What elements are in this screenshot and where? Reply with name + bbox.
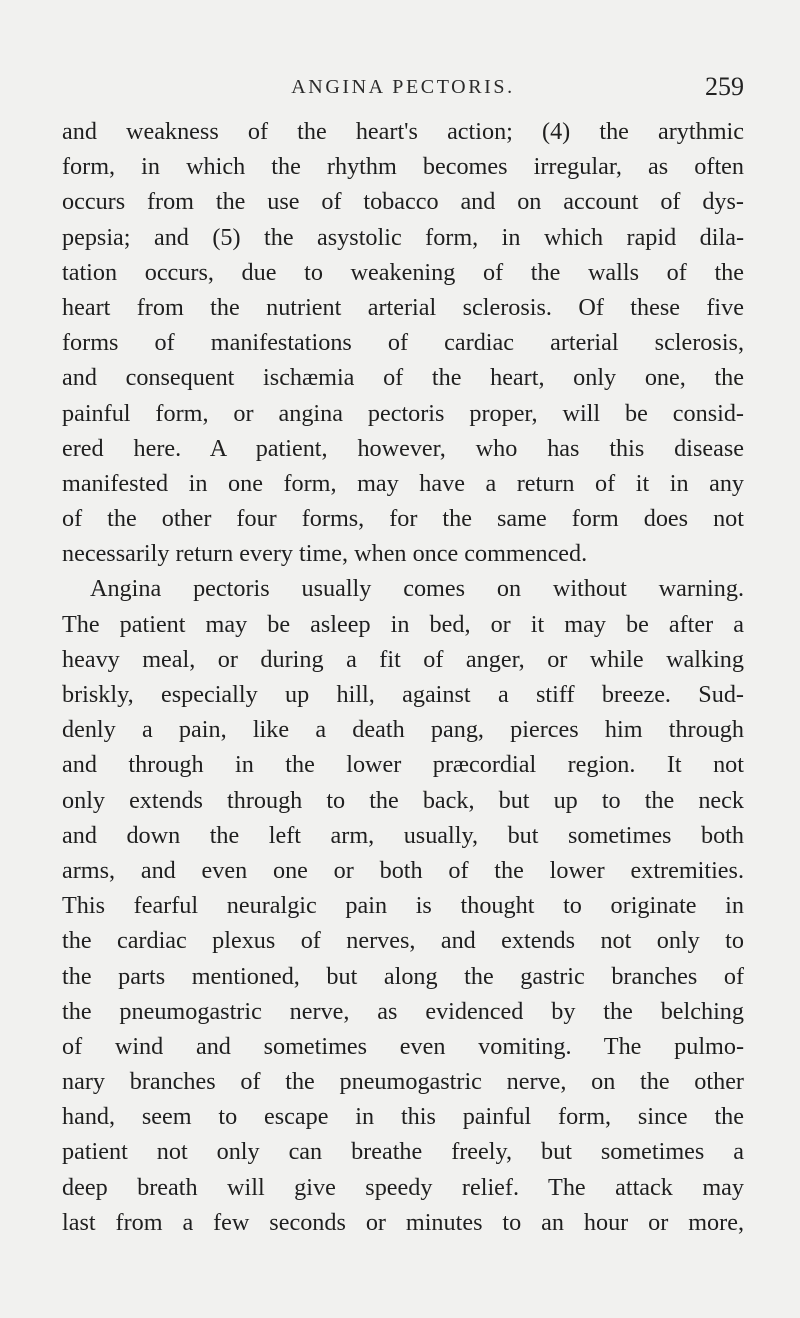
text-line: ered here. A patient, however, who has this disease: [62, 434, 744, 462]
text-line: occurs from the use of tobacco and on account of dys-: [62, 188, 744, 216]
text-line: of wind and sometimes even vomiting. The pulmo-: [62, 1032, 744, 1060]
text-line: painful form, or angina pectoris proper, will be consid-: [62, 399, 744, 427]
text-line: and weakness of the heart's action; (4) the arythmic: [62, 118, 744, 145]
text-line: and consequent ischæmia of the heart, only one, the: [62, 364, 744, 392]
text-line: and down the left arm, usually, but sometimes both: [62, 821, 744, 849]
text-line: the cardiac plexus of nerves, and extends not only to: [62, 927, 744, 955]
text-line: forms of manifestations of cardiac arterial sclerosis,: [62, 329, 744, 357]
text-line: patient not only can breathe freely, but sometimes a: [62, 1138, 744, 1166]
text-line: hand, seem to escape in this painful form, since the: [62, 1103, 744, 1131]
text-line: last from a few seconds or minutes to an hour or more,: [62, 1208, 744, 1236]
text-line: only extends through to the back, but up to the neck: [62, 786, 744, 814]
text-line: necessarily return every time, when once commenced.: [62, 540, 588, 568]
text-line: arms, and even one or both of the lower extremities.: [62, 856, 744, 884]
text-line: The patient may be asleep in bed, or it may be after a: [62, 610, 744, 638]
text-line: This fearful neuralgic pain is thought to originate in: [62, 892, 744, 920]
text-line: pepsia; and (5) the asystolic form, in which rapid dila-: [62, 223, 744, 251]
body-text: [62, 114, 744, 1240]
text-line: deep breath will give speedy relief. The attack may: [62, 1173, 744, 1201]
running-title: ANGINA PECTORIS.: [291, 76, 515, 98]
text-line: manifested in one form, may have a return of it in any: [62, 469, 744, 497]
text-line: heart from the nutrient arterial sclerosis. Of these five: [62, 293, 744, 321]
paragraph-start-line: Angina pectoris usually comes on without warning.: [90, 575, 744, 603]
text-line: nary branches of the pneumogastric nerve, on the other: [62, 1068, 744, 1096]
text-line: form, in which the rhythm becomes irregular, as often: [62, 153, 744, 181]
text-line: the parts mentioned, but along the gastric branches of: [62, 962, 744, 990]
text-line: and through in the lower præcordial region. It not: [62, 751, 744, 779]
text-line: denly a pain, like a death pang, pierces him through: [62, 716, 744, 744]
page-number: 259: [705, 72, 744, 101]
text-line: heavy meal, or during a fit of anger, or while walking: [62, 645, 744, 673]
text-line: briskly, especially up hill, against a stiff breeze. Sud-: [62, 681, 744, 708]
running-head: [62, 72, 744, 104]
text-line: the pneumogastric nerve, as evidenced by the belching: [62, 997, 744, 1025]
text-line: tation occurs, due to weakening of the walls of the: [62, 258, 744, 286]
text-line: of the other four forms, for the same form does not: [62, 505, 744, 533]
